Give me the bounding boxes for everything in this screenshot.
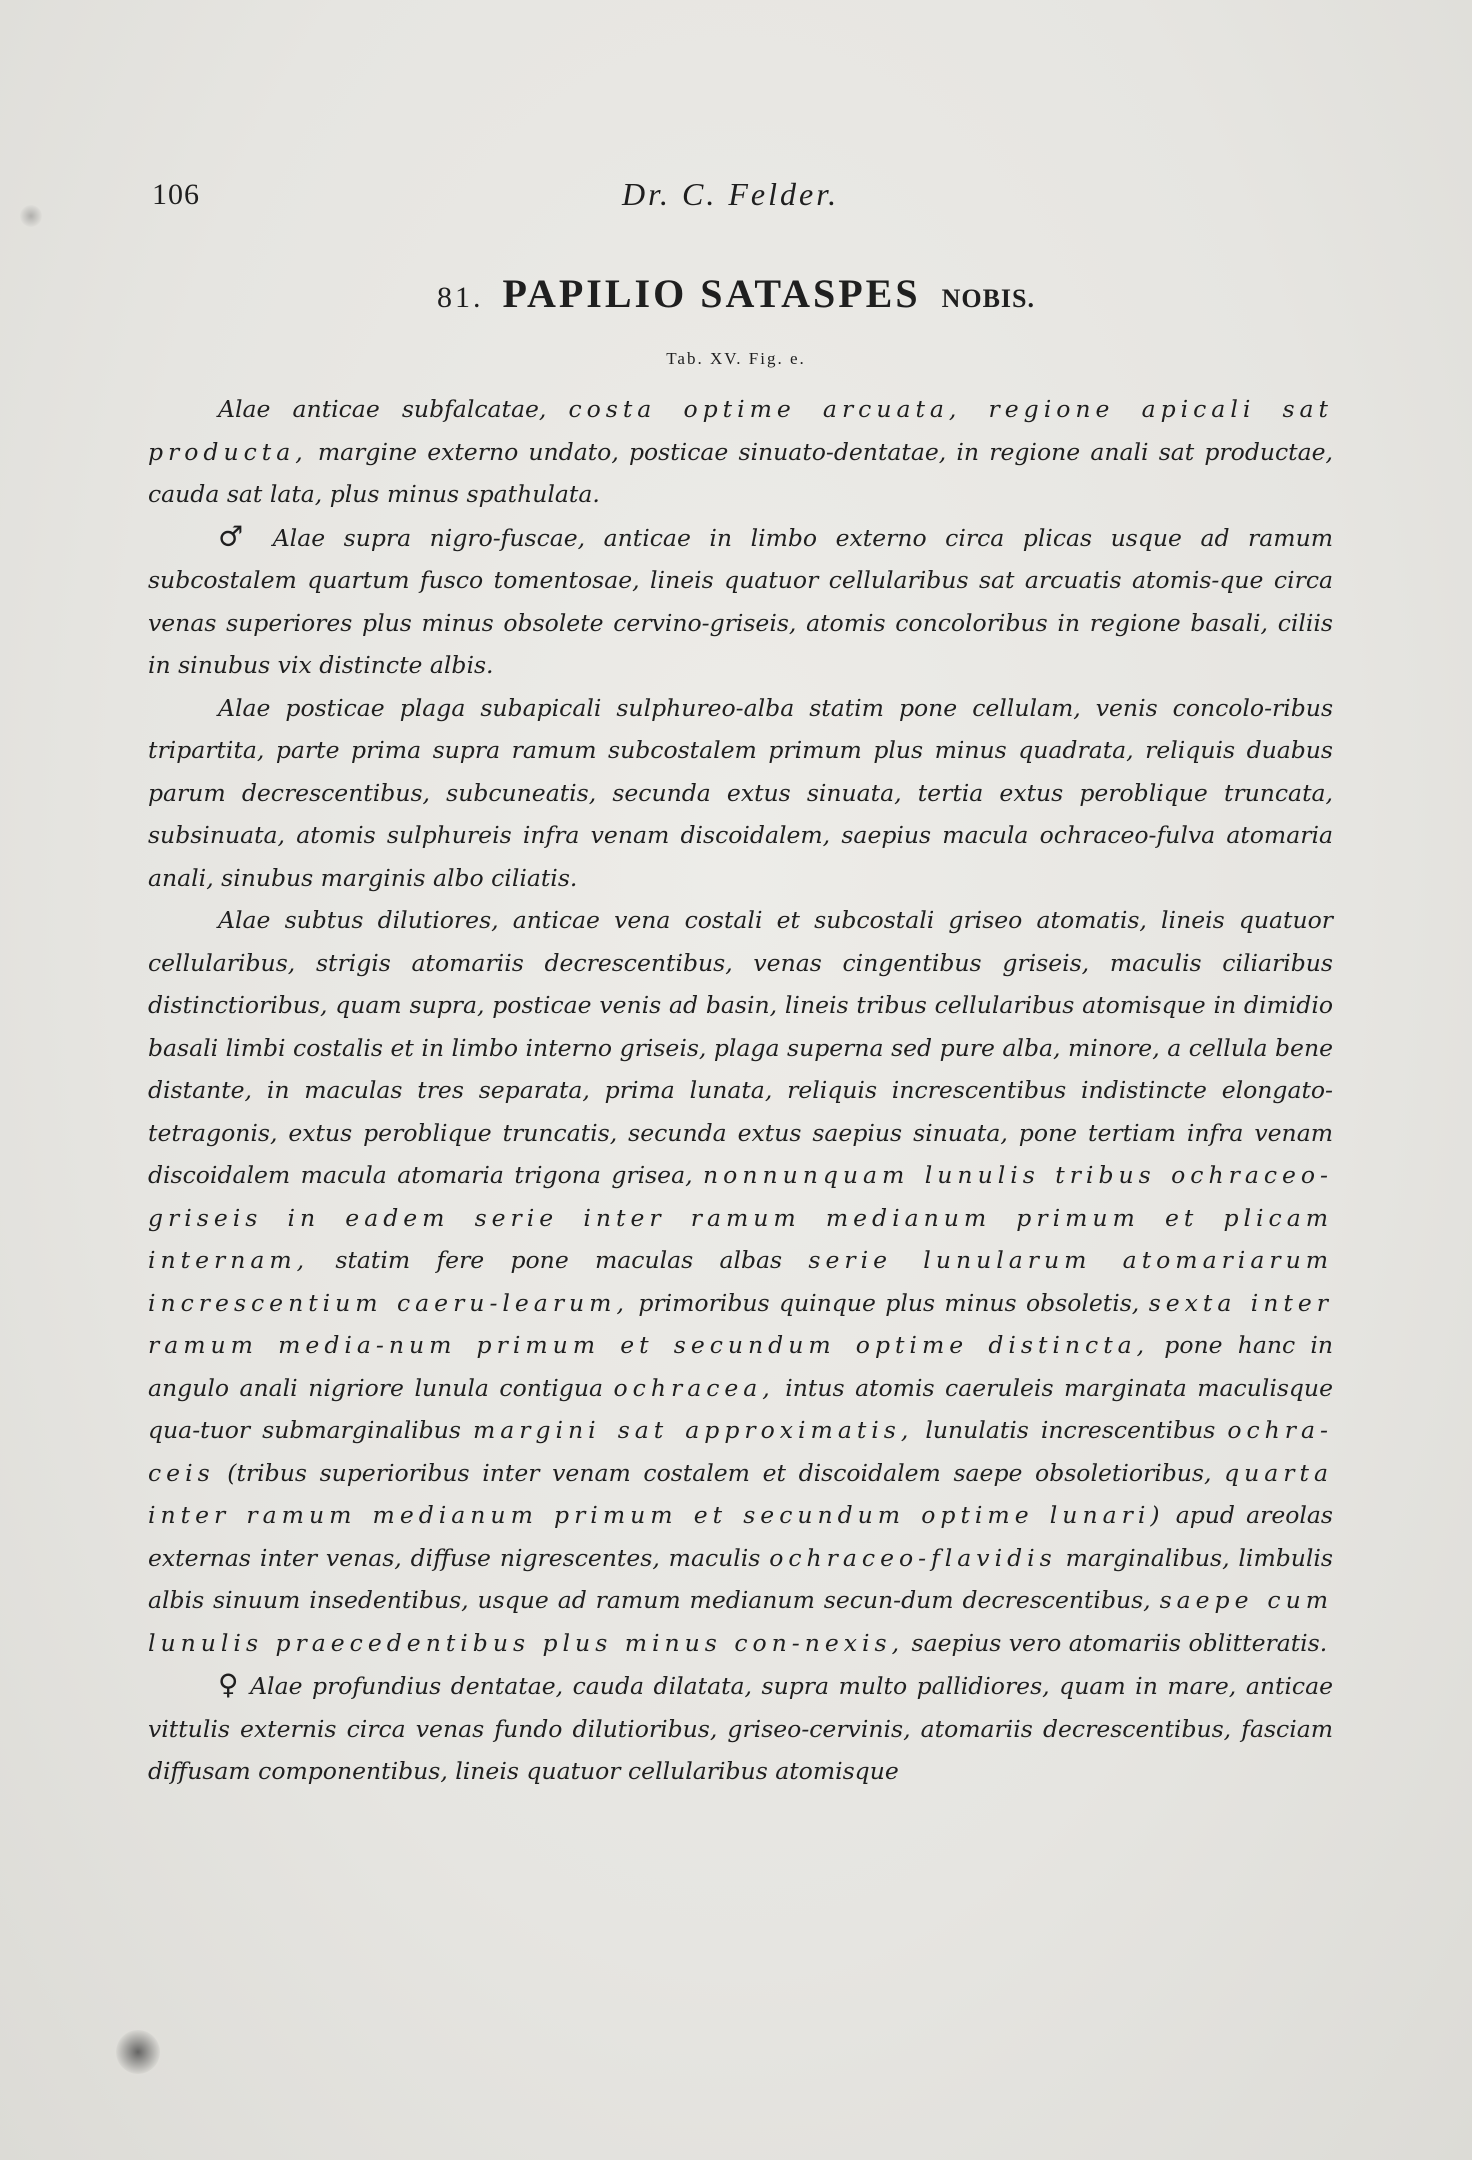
- description-paragraph: [148, 388, 1333, 516]
- plate-reference: Tab. XV. Fig. e.: [666, 349, 806, 368]
- spaced-text-segment: serie lunularum atomariarum increscentium caeru-learum,: [148, 1246, 1333, 1317]
- text-segment: statim fere pone maculas albas: [309, 1246, 809, 1274]
- species-attribution: NOBIS.: [941, 284, 1035, 313]
- text-segment: Alae supra nigro-fuscae, anticae in limbo externo circa plicas usque ad ramum subcostalem quartum fusco tomentosae, lineis quatuor cellularibus sat arcuatis atomis-que circa venas superiores plus minus obsolete cervino-griseis, atomis concoloribus in regione basali, ciliis in sinubus vix distincte albis.: [148, 523, 1333, 679]
- text-segment: margine externo undato, posticae sinuato-dentatae, in regione anali sat productae, cauda sat lata, plus minus spathulata.: [148, 437, 1333, 508]
- text-segment: lunulatis increscentibus: [913, 1416, 1228, 1444]
- text-segment: Alae anticae subfalcatae,: [218, 395, 569, 423]
- text-segment: primoribus quinque plus minus obsoletis,: [628, 1288, 1149, 1317]
- ink-smudge: [20, 205, 42, 227]
- spaced-text-segment: sexta inter ramum media-num primum et secundum optime distincta,: [148, 1288, 1333, 1359]
- spaced-text-segment: quarta inter ramum medianum primum et secundum optime lunari): [148, 1458, 1333, 1529]
- male-symbol: ♂: [218, 519, 255, 553]
- female-symbol: ♀: [218, 1668, 241, 1701]
- description-paragraph: [148, 516, 1333, 687]
- text-segment: (tribus superioribus inter venam costalem et discoidalem saepe obsoletioribus,: [214, 1458, 1225, 1487]
- spaced-text-segment: margini sat approximatis,: [472, 1416, 914, 1444]
- description-paragraph: [148, 1664, 1333, 1793]
- entry-heading: [0, 270, 1472, 369]
- text-segment: Alae posticae plaga subapicali sulphureo-alba statim pone cellulam, venis concolo-ribus tripartita, parte prima supra ramum subcostalem primum plus minus quadrata, reliquis duabus parum decrescentibus, subcuneatis, secunda extus sinuata, tertia extus peroblique truncata, subsinuata, atomis sulphureis infra venam discoidalem, saepius macula ochraceo-fulva atomaria anali, sinubus marginis albo ciliatis.: [148, 693, 1333, 892]
- spaced-text-segment: ochraceo-flavidis: [769, 1543, 1057, 1572]
- entry-number: 81.: [437, 281, 484, 314]
- species-description: [148, 388, 1333, 1793]
- spaced-text-segment: nonnunquam lunulis tribus ochraceo-griseis in eadem serie inter ramum medianum primum et plicam internam,: [148, 1161, 1333, 1274]
- text-segment: intus atomis caeruleis marginata maculisque qua-tuor submarginalibus: [148, 1373, 1333, 1444]
- text-segment: pone hanc in angulo anali nigriore lunula contigua: [148, 1331, 1333, 1402]
- running-head: [152, 178, 1332, 228]
- text-segment: apud areolas externas inter venas, diffuse nigrescentes, maculis: [148, 1501, 1333, 1572]
- spaced-text-segment: costa optime arcuata, regione apicali sat producta,: [148, 395, 1334, 466]
- text-segment: Alae subtus dilutiores, anticae vena costali et subcostali griseo atomatis, lineis quatuor cellularibus, strigis atomariis decrescentibus, venas cingentibus griseis, maculis ciliaribus distinctioribus, quam supra, posticae venis ad basin, lineis tribus cellularibus atomisque in dimidio basali limbi costalis et in limbo interno griseis, plaga superna sed pure alba, minore, a cellula bene distante, in maculas tres separata, prima lunata, reliquis increscentibus indistincte elongato-tetragonis, extus peroblique truncatis, secunda extus saepius sinuata, pone tertiam infra venam discoidalem macula atomaria trigona grisea,: [148, 906, 1333, 1189]
- spaced-text-segment: ochra-ceis: [148, 1416, 1333, 1487]
- text-segment: marginalibus, limbulis albis sinuum insedentibus, usque ad ramum medianum secun-dum decrescentibus,: [148, 1543, 1333, 1614]
- text-segment: Alae profundius dentatae, cauda dilatata, supra multo pallidiores, quam in mare, anticae vittulis externis circa venas fundo dilutioribus, griseo-cervinis, atomariis decrescentibus, fasciam diffusam componentibus, lineis quatuor cellularibus atomisque: [148, 1672, 1333, 1785]
- page-number: 106: [152, 178, 200, 211]
- text-segment: saepius vero atomariis oblitteratis.: [904, 1628, 1328, 1657]
- species-name: PAPILIO SATASPES: [502, 271, 921, 316]
- spaced-text-segment: saepe cum lunulis praecedentibus plus minus con-nexis,: [148, 1586, 1333, 1657]
- running-head-author: Dr. C. Felder.: [622, 176, 840, 212]
- description-paragraph: [148, 899, 1333, 1664]
- species-title: [0, 270, 1472, 317]
- ink-smudge: [116, 2030, 160, 2074]
- description-paragraph: [148, 687, 1333, 900]
- spaced-text-segment: ochracea,: [613, 1373, 775, 1402]
